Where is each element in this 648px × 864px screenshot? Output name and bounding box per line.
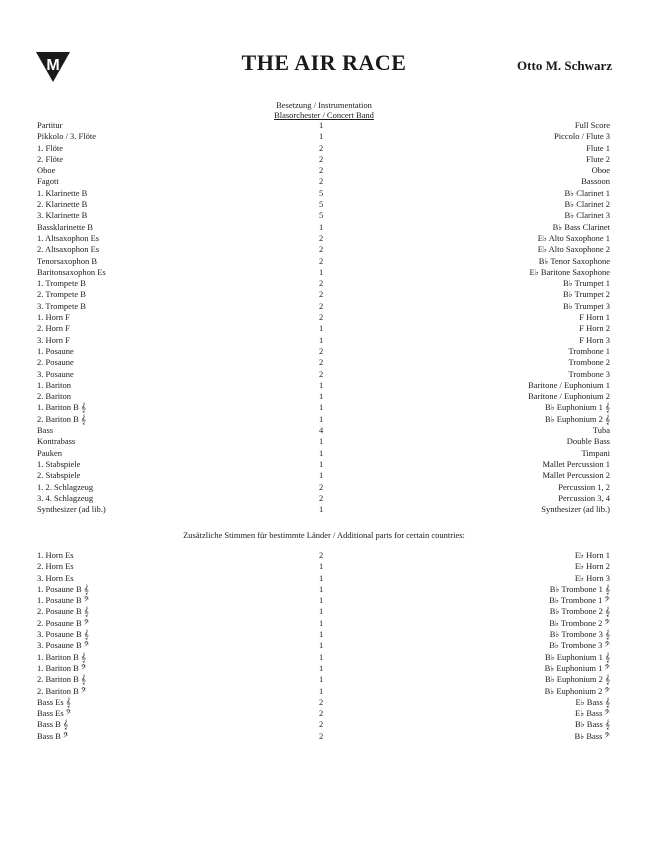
part-name-english: Mallet Percussion 2 <box>542 470 610 481</box>
part-name-english: Percussion 3, 4 <box>558 492 610 503</box>
part-name-english: B♭ Euphonium 2 𝄞 <box>545 413 610 424</box>
part-row <box>37 278 610 289</box>
part-name-german: 1. Bariton B 𝄞 <box>37 651 86 662</box>
part-name-english: B♭ Trumpet 3 <box>563 300 610 311</box>
part-count: 1 <box>319 685 324 696</box>
part-count: 2 <box>319 165 324 176</box>
part-count: 1 <box>319 436 324 447</box>
part-name-german: Oboe <box>37 165 56 176</box>
part-name-english: Mallet Percussion 1 <box>542 458 610 469</box>
part-name-german: 3. Horn Es <box>37 572 74 583</box>
part-name-english: B♭ Clarinet 3 <box>564 210 610 221</box>
part-name-german: Bassklarinette B <box>37 221 93 232</box>
part-row <box>37 493 610 504</box>
part-name-german: 1. Bariton <box>37 379 71 390</box>
part-name-english: Full Score <box>574 120 610 130</box>
part-count: 1 <box>319 640 324 651</box>
part-row <box>37 380 610 391</box>
logo-letter: M <box>46 57 60 74</box>
part-name-english: B♭ Trombone 3 𝄢 <box>549 640 610 651</box>
part-name-english: B♭ Bass 𝄢 <box>574 730 610 741</box>
part-count: 1 <box>319 561 324 572</box>
part-name-german: 2. Posaune <box>37 357 74 368</box>
part-row <box>37 323 610 334</box>
part-count: 1 <box>319 651 324 662</box>
part-row <box>37 482 610 493</box>
part-count: 2 <box>319 300 324 311</box>
part-name-english: B♭ Euphonium 2 𝄞 <box>545 674 610 685</box>
part-count: 1 <box>319 662 324 673</box>
part-row <box>37 573 610 584</box>
additional-parts-list <box>37 550 610 742</box>
part-name-german: 1. Posaune <box>37 345 74 356</box>
part-name-german: 2. Bariton <box>37 391 71 402</box>
part-count: 1 <box>319 379 324 390</box>
part-count: 2 <box>319 357 324 368</box>
part-name-german: 2. Altsaxophon Es <box>37 244 100 255</box>
part-row <box>37 550 610 561</box>
part-name-english: Double Bass <box>566 436 610 447</box>
part-name-german: Baritonsaxophon Es <box>37 266 106 277</box>
part-name-english: E♭ Alto Saxophone 2 <box>537 244 610 255</box>
part-count: 2 <box>319 719 324 730</box>
part-name-german: 3. 4. Schlagzeug <box>37 492 94 503</box>
part-count: 1 <box>319 334 324 345</box>
part-name-english: Synthesizer (ad lib.) <box>541 504 610 515</box>
part-row <box>37 222 610 233</box>
part-count: 2 <box>319 244 324 255</box>
part-name-german: 2. Bariton B 𝄞 <box>37 674 86 685</box>
part-name-english: Piccolo / Flute 3 <box>554 131 610 142</box>
part-name-english: B♭ Trombone 1 𝄢 <box>549 595 610 606</box>
part-row <box>37 154 610 165</box>
part-name-german: 1. Horn F <box>37 312 70 323</box>
part-name-english: B♭ Trombone 2 𝄢 <box>549 617 610 628</box>
part-row <box>37 188 610 199</box>
part-name-english: B♭ Euphonium 1 𝄢 <box>544 662 610 673</box>
part-name-german: Synthesizer (ad lib.) <box>37 504 106 515</box>
part-name-english: B♭ Trumpet 2 <box>563 289 610 300</box>
part-name-english: B♭ Euphonium 1 𝄞 <box>545 651 610 662</box>
part-name-german: 2. Bariton B 𝄞 <box>37 413 86 424</box>
part-row <box>37 233 610 244</box>
part-row <box>37 267 610 278</box>
part-row <box>37 561 610 572</box>
part-count: 1 <box>319 583 324 594</box>
part-count: 2 <box>319 176 324 187</box>
part-name-german: 1. Horn Es <box>37 550 74 560</box>
part-name-german: 1. Bariton B 𝄞 <box>37 402 86 413</box>
part-row <box>37 686 610 697</box>
part-count: 1 <box>319 470 324 481</box>
part-row <box>37 301 610 312</box>
part-name-german: 3. Posaune <box>37 368 74 379</box>
instrumentation-list <box>37 120 610 515</box>
part-name-german: Fagott <box>37 176 59 187</box>
part-row <box>37 143 610 154</box>
part-row <box>37 470 610 481</box>
part-row <box>37 244 610 255</box>
part-count: 1 <box>319 674 324 685</box>
part-name-english: Timpani <box>581 447 610 458</box>
part-count: 2 <box>319 368 324 379</box>
part-name-english: B♭ Trombone 1 𝄞 <box>549 583 610 594</box>
part-count: 1 <box>319 131 324 142</box>
additional-parts-heading: Zusätzliche Stimmen für bestimmte Länder / Additional parts for certain countries: <box>183 530 465 540</box>
part-count: 2 <box>319 232 324 243</box>
part-name-english: B♭ Clarinet 2 <box>564 199 610 210</box>
part-count: 2 <box>319 730 324 741</box>
part-name-german: 3. Horn F <box>37 334 70 345</box>
part-name-english: F Horn 2 <box>579 323 610 334</box>
part-count: 2 <box>319 278 324 289</box>
part-name-german: 1. 2. Schlagzeug <box>37 481 94 492</box>
part-name-german: 3. Posaune B 𝄢 <box>37 640 90 651</box>
instrumentation-subheading: Blasorchester / Concert Band <box>274 110 374 120</box>
part-name-english: Flute 2 <box>586 153 610 164</box>
part-count: 2 <box>319 142 324 153</box>
part-row <box>37 176 610 187</box>
part-name-german: 1. Posaune B 𝄞 <box>37 583 89 594</box>
part-name-english: E♭ Horn 3 <box>574 572 610 583</box>
part-count: 2 <box>319 153 324 164</box>
part-name-german: Pauken <box>37 447 63 458</box>
part-name-german: 2. Klarinette B <box>37 199 88 210</box>
part-row <box>37 618 610 629</box>
part-name-english: E♭ Baritone Saxophone <box>529 266 610 277</box>
part-count: 5 <box>319 187 324 198</box>
part-name-english: Tuba <box>592 425 610 436</box>
part-count: 2 <box>319 289 324 300</box>
part-name-english: Baritone / Euphonium 2 <box>528 391 610 402</box>
part-name-german: Bass Es 𝄞 <box>37 696 71 707</box>
page-title: THE AIR RACE <box>241 50 407 75</box>
part-row <box>37 312 610 323</box>
part-count: 1 <box>319 458 324 469</box>
part-row <box>37 256 610 267</box>
part-name-german: 2. Trompete B <box>37 289 86 300</box>
part-row <box>37 436 610 447</box>
part-count: 2 <box>319 255 324 266</box>
part-row <box>37 414 610 425</box>
part-count: 1 <box>319 447 324 458</box>
part-name-german: 3. Trompete B <box>37 300 86 311</box>
part-name-german: 1. Trompete B <box>37 278 86 289</box>
part-name-german: 2. Stabspiele <box>37 470 81 481</box>
part-row <box>37 199 610 210</box>
part-row <box>37 652 610 663</box>
part-name-german: Bass Es 𝄢 <box>37 708 72 719</box>
part-name-german: Tenorsaxophon B <box>37 255 98 266</box>
part-name-english: B♭ Euphonium 1 𝄞 <box>545 402 610 413</box>
part-count: 1 <box>319 120 324 130</box>
part-name-english: Flute 1 <box>586 142 610 153</box>
part-name-german: 1. Klarinette B <box>37 187 88 198</box>
part-name-german: 2. Flöte <box>37 153 63 164</box>
part-count: 1 <box>319 504 324 515</box>
part-row <box>37 346 610 357</box>
part-name-german: 1. Stabspiele <box>37 458 81 469</box>
part-row <box>37 629 610 640</box>
part-name-german: Bass B 𝄢 <box>37 730 69 741</box>
part-name-english: Trombone 3 <box>568 368 610 379</box>
part-name-german: Bass B 𝄞 <box>37 719 69 730</box>
part-count: 2 <box>319 492 324 503</box>
part-row <box>37 391 610 402</box>
part-name-english: E♭ Bass 𝄞 <box>575 696 610 707</box>
part-name-english: B♭ Bass 𝄞 <box>574 719 610 730</box>
part-row <box>37 719 610 730</box>
part-row <box>37 708 610 719</box>
part-count: 2 <box>319 696 324 707</box>
part-count: 2 <box>319 481 324 492</box>
part-name-english: F Horn 3 <box>579 334 610 345</box>
part-name-english: B♭ Clarinet 1 <box>564 187 610 198</box>
part-count: 1 <box>319 595 324 606</box>
part-name-german: 1. Posaune B 𝄢 <box>37 595 90 606</box>
part-count: 1 <box>319 221 324 232</box>
part-count: 1 <box>319 391 324 402</box>
part-row <box>37 731 610 742</box>
part-row <box>37 425 610 436</box>
part-name-english: B♭ Trumpet 1 <box>563 278 610 289</box>
part-name-english: E♭ Alto Saxophone 1 <box>537 232 610 243</box>
part-name-german: 2. Horn F <box>37 323 70 334</box>
part-count: 1 <box>319 572 324 583</box>
part-name-english: Trombone 2 <box>568 357 610 368</box>
part-name-german: 2. Posaune B 𝄞 <box>37 606 89 617</box>
part-row <box>37 165 610 176</box>
part-row <box>37 663 610 674</box>
instrumentation-heading: Besetzung / Instrumentation <box>276 100 372 110</box>
part-name-english: Bassoon <box>581 176 610 187</box>
part-row <box>37 459 610 470</box>
part-row <box>37 289 610 300</box>
part-row <box>37 210 610 221</box>
part-row <box>37 448 610 459</box>
composer-name: Otto M. Schwarz <box>517 58 612 73</box>
part-name-german: Pikkolo / 3. Flöte <box>37 131 97 142</box>
part-name-english: B♭ Euphonium 2 𝄢 <box>544 685 610 696</box>
part-count: 1 <box>319 629 324 640</box>
part-count: 4 <box>319 425 324 436</box>
part-row <box>37 595 610 606</box>
part-name-german: Partitur <box>37 120 63 130</box>
part-row <box>37 584 610 595</box>
part-row <box>37 606 610 617</box>
part-name-english: Trombone 1 <box>568 345 610 356</box>
part-name-english: F Horn 1 <box>579 312 610 323</box>
part-count: 1 <box>319 617 324 628</box>
part-row <box>37 674 610 685</box>
part-name-german: 2. Horn Es <box>37 561 74 572</box>
part-row <box>37 640 610 651</box>
part-count: 2 <box>319 550 324 560</box>
part-row <box>37 369 610 380</box>
part-name-english: B♭ Bass Clarinet <box>552 221 610 232</box>
part-count: 1 <box>319 266 324 277</box>
part-count: 5 <box>319 210 324 221</box>
part-name-german: 2. Posaune B 𝄢 <box>37 617 90 628</box>
part-name-english: E♭ Bass 𝄢 <box>575 708 610 719</box>
part-name-german: Kontrabass <box>37 436 76 447</box>
part-name-english: Oboe <box>591 165 610 176</box>
part-name-german: 3. Posaune B 𝄞 <box>37 629 89 640</box>
part-row <box>37 131 610 142</box>
part-name-english: B♭ Trombone 3 𝄞 <box>549 629 610 640</box>
part-count: 1 <box>319 323 324 334</box>
part-name-german: 1. Bariton B 𝄢 <box>37 662 87 673</box>
part-count: 1 <box>319 413 324 424</box>
part-row <box>37 697 610 708</box>
part-name-english: E♭ Horn 1 <box>574 550 610 560</box>
part-row <box>37 335 610 346</box>
part-name-english: Percussion 1, 2 <box>558 481 610 492</box>
part-row <box>37 504 610 515</box>
part-name-german: 2. Bariton B 𝄢 <box>37 685 87 696</box>
part-name-german: 1. Flöte <box>37 142 63 153</box>
part-name-english: E♭ Horn 2 <box>574 561 610 572</box>
part-name-german: 3. Klarinette B <box>37 210 88 221</box>
part-name-english: B♭ Trombone 2 𝄞 <box>549 606 610 617</box>
part-name-english: Baritone / Euphonium 1 <box>528 379 610 390</box>
part-name-english: B♭ Tenor Saxophone <box>538 255 610 266</box>
part-count: 5 <box>319 199 324 210</box>
part-count: 2 <box>319 708 324 719</box>
part-name-german: 1. Altsaxophon Es <box>37 232 100 243</box>
part-name-german: Bass <box>37 425 54 436</box>
part-row <box>37 357 610 368</box>
part-count: 1 <box>319 402 324 413</box>
part-row <box>37 120 610 131</box>
part-row <box>37 402 610 413</box>
part-count: 2 <box>319 312 324 323</box>
part-count: 1 <box>319 606 324 617</box>
part-count: 2 <box>319 345 324 356</box>
